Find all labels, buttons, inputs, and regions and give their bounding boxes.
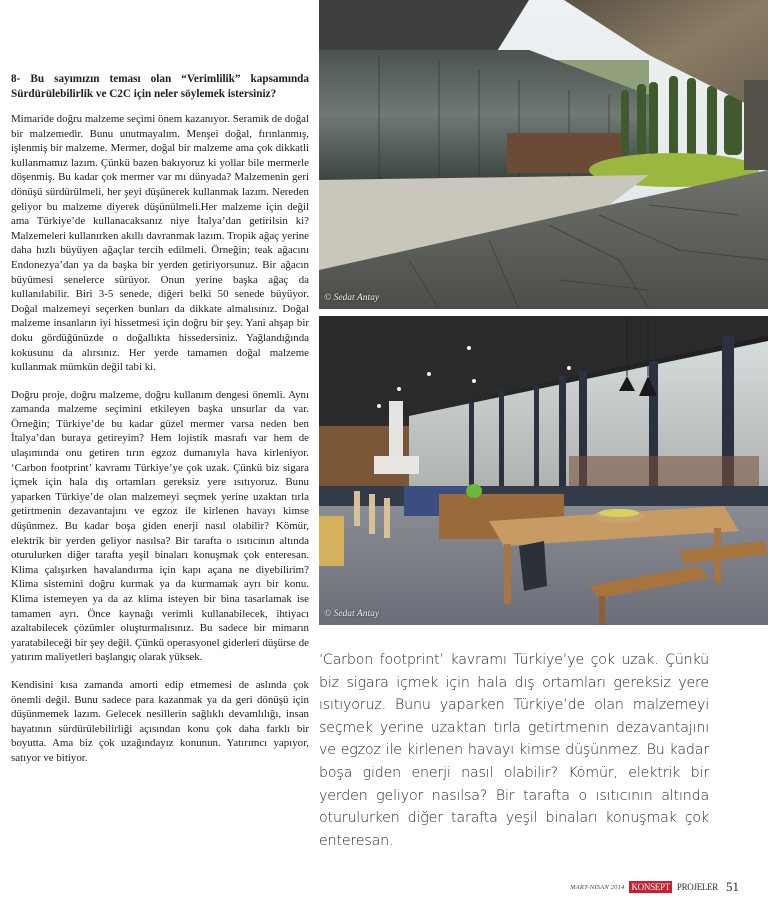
courtyard-illustration (319, 0, 768, 309)
magazine-logo-part2: PROJELER (676, 882, 718, 892)
photo-credit: © Sedat Antay (324, 293, 380, 303)
issue-date: MART-NİSAN 2014 (570, 883, 625, 891)
article-paragraph: Kendisini kısa zamanda amorti edip etmemesi de aslında çok önemli değil. Bunu sadece para kazanmak ya da geri dönüşü için düşünmemek lazım. Gelecek nesillerin sağlıklı devamlılığı, insan hayatının sürdürülebilirliği açısından konu çok daha farklı bir boyutta. Ama biz çok uzağındayız konunun. Yatırımcı yapıyor, satıyor ve bitiyor. (11, 678, 309, 764)
article-paragraph: Doğru proje, doğru malzeme, doğru kullanım dengesi önemli. Aynı zamanda malzeme seçimini etkileyen başka unsurlar da var. Örneğin; Türkiye’de bu kadar güzel mermer varsa neden ben İtalya’dan buraya getireyim? Hem lojistik masrafı var hem de ulaşımında onu getiren tırın egzoz dumanıyla hava kirleniyor. ‘Carbon footprint’ kavramı Türkiye’ye çok uzak. Çünkü biz sigara içmek için hala dış ortamları gereksiz yere ısıtıyoruz. Bunu yaparken Türkiye’de olan malzemeyi seçmek yerine uzaktan tırla getirtmenin dezavantajını ve egzoz ile kirlenen havayı kimse düşünmez. Bu kadar boşa giden enerji nasıl olabilir? Kömür, elektrik bir yerden geliyor nasılsa? Bir tarafta o ısıtıcının altında oturulurken diğer tarafta yeşil binaları konuşmak çok enteresan. Klima çalışırken havalandırma için kapı açana ne diyebilirim? Klima sistemini doğru kurmak ya da kurmamak ayrı bir konu. Klima istemeyen ya da az klima isteyen bir bina tasarlamak ise tamamen ayrı. Önce kaynağı verimli kullanabilecek, ihtiyacı azaltabilecek çözümler oluşturmalısınız. Bu sadece bir mimarın yaratabileceği bir şey değil. Çünkü operasyonel giderleri düşürse de yatırım maliyetleri başlangıç olarak yüksek. (11, 388, 309, 664)
page-footer (570, 880, 739, 894)
photo-interior (319, 316, 768, 625)
photo-credit: © Sedat Antay (324, 609, 380, 619)
page-number: 51 (726, 879, 739, 894)
pull-quote: ‘Carbon footprint’ kavramı Türkiye’ye çok uzak. Çünkü biz sigara içmek için hala dış ortamları gereksiz yere ısıtıyoruz. Bunu yaparken Türkiye’de olan malzemeyi seçmek yerine uzaktan tırla getirtmenin dezavantajını ve egzoz ile kirlenen havayı kimse düşünmez. Bu kadar boşa giden enerji nasıl olabilir? Kömür, elektrik bir yerden geliyor nasılsa? Bir tarafta o ısıtıcının altında oturulurken diğer tarafta yeşil binaları konuşmak çok enteresan. (319, 652, 709, 849)
interview-question: 8- Bu sayımızın teması olan “Verimlilik” kapsamında Sürdürülebilirlik ve C2C için neler söylemek istersiniz? (11, 73, 309, 100)
photo-courtyard (319, 0, 768, 309)
article-paragraph: Mimaride doğru malzeme seçimi önem kazanıyor. Seramik de doğal bir malzemedir. Bunu unutmayalım. Menşei doğal, fırınlanmış, işlenmiş bir malzeme. Mermer, doğal bir malzeme ama çok dikkatli kullanmamız lazım. Çünkü bazen bakıyoruz ki yollar bile mermerle döşenmiş. Bu kadar çok mermer var mı dünyada? Malzemenin geri dönüşü sürdürülmeli, her şeyi düşünerek kullanmak lazım. Nereden geliyor bu malzeme diyerek düşünülmeli.Her malzeme için değil ama Türkiye’de kullanacaksanız niye İtalya’dan getirilsin ki? Malzemeleri kullanırken akıllı davranmak lazım. Tropik ağaç yerine daha hızlı büyüyen ağaçlar tercih edilmeli. Örneğin; teak ağacını Endonezya’dan ya da başka bir yerden getiriyorsunuz. Bir ağacın büyümesi senelerce sürüyor. Onun yerine başka ağaç da kullanılabilir. Biri 3-5 senede, diğeri belki 50 senede büyüyor. Doğal malzemeyi seçerken bunları da dikkate almalısınız. Doğal malzeme insanların iyi hissetmesi için doğru bir şey. Yani ahşap bir doku gördüğünüzde o doğallıkta hissedersiniz. Yağlandığında kokusunu da alırsınız. Her yerde tamamen doğal malzeme kullanmak mümkün değil tabi ki. (11, 113, 309, 374)
magazine-logo-part1: KONSEPT (631, 882, 670, 892)
interior-illustration (319, 316, 768, 625)
article-body (11, 72, 309, 766)
